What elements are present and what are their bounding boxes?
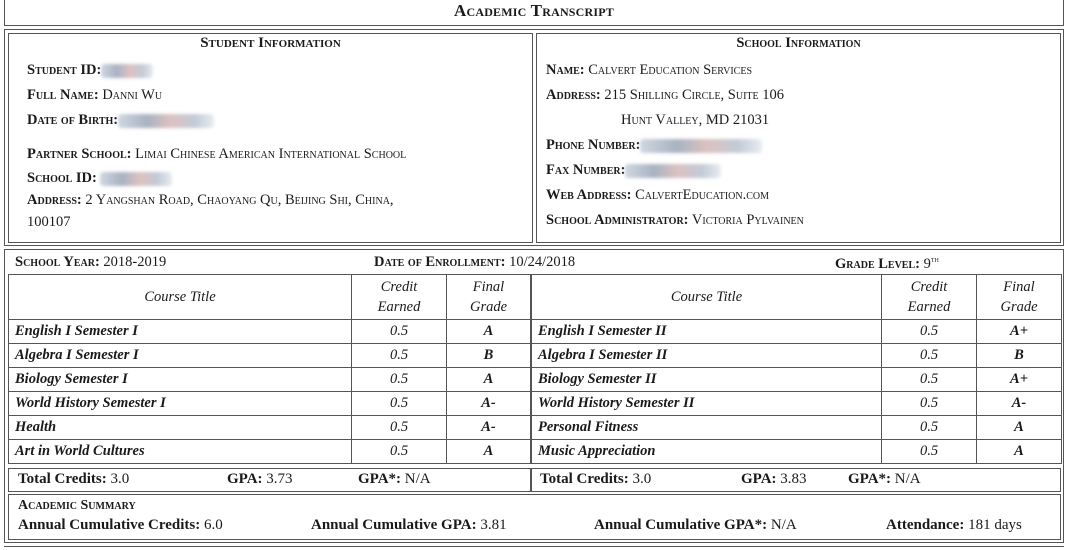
credit-header-line2: Earned (377, 299, 421, 315)
credit-earned: 0.5 (352, 320, 447, 344)
grade-header-line1: Final (472, 279, 505, 295)
redacted-phone (640, 139, 762, 153)
web-value: CalvertEducation.com (635, 187, 770, 203)
credit-header-line1: Credit (910, 279, 948, 295)
credit-earned: 0.5 (882, 320, 977, 344)
final-grade: B (447, 344, 531, 368)
grade-level-label: Grade Level: (835, 255, 920, 272)
school-name-value: Calvert Education Services (588, 62, 753, 78)
redacted-school-id (100, 172, 172, 186)
redacted-student-id (101, 64, 153, 78)
school-year-row (15, 254, 166, 271)
cumulative-gpa-star-value: N/A (770, 517, 797, 533)
course-title: Algebra I Semester I (9, 344, 352, 368)
table-row (9, 392, 531, 416)
final-grade: A (447, 368, 531, 392)
page-title: Academic Transcript (453, 1, 615, 20)
table-row (9, 320, 531, 344)
fax-label: Fax Number: (546, 162, 626, 178)
table-row (532, 320, 1062, 344)
dob-row (27, 112, 214, 129)
grade-header (447, 275, 531, 320)
student-heading: Student Information (200, 35, 341, 51)
course-title: Music Appreciation (532, 440, 882, 464)
final-grade: B (977, 344, 1062, 368)
school-address-row (546, 87, 784, 104)
credit-header (352, 275, 447, 320)
total-credits-label: Total Credits: (540, 471, 629, 487)
school-name-label: Name: (546, 62, 585, 78)
credit-earned: 0.5 (882, 368, 977, 392)
credit-earned: 0.5 (352, 416, 447, 440)
table-row (532, 440, 1062, 464)
final-grade: A+ (977, 320, 1062, 344)
attendance-value: 181 days (968, 517, 1022, 533)
course-title: Algebra I Semester II (532, 344, 882, 368)
cumulative-gpa-value: 3.81 (480, 517, 507, 533)
table-row (532, 416, 1062, 440)
school-year-label: School Year: (15, 254, 100, 270)
semester-1-table (8, 274, 531, 464)
credit-earned: 0.5 (882, 392, 977, 416)
enrollment-label: Date of Enrollment: (374, 254, 506, 270)
cumulative-credits-label: Annual Cumulative Credits: (18, 517, 201, 533)
school-heading: School Information (736, 35, 861, 51)
school-name-row (546, 62, 752, 79)
final-grade: A- (447, 392, 531, 416)
partner-row (27, 146, 406, 163)
course-title: English I Semester I (9, 320, 352, 344)
final-grade: A- (977, 392, 1062, 416)
phone-label: Phone Number: (546, 137, 641, 153)
web-row (546, 187, 769, 204)
student-address-line1: 2 Yangshan Road, Chaoyang Qu, Beijing Shi, China, (85, 192, 394, 208)
phone-row (546, 137, 762, 154)
grade-header-line2: Grade (1000, 299, 1038, 315)
semester-2-total-credits (540, 471, 651, 488)
table-row (532, 392, 1062, 416)
cumulative-gpa-label: Annual Cumulative GPA: (311, 517, 477, 533)
semester-1-header (9, 275, 531, 320)
cumulative-credits-value: 6.0 (204, 517, 223, 533)
admin-value: Victoria Pylvainen (691, 212, 804, 228)
gpa-value: 3.83 (780, 471, 807, 487)
total-credits-value: 3.0 (632, 471, 652, 487)
full-name-label: Full Name: (27, 87, 99, 103)
course-title-header: Course Title (532, 275, 882, 320)
admin-label: School Administrator: (546, 212, 689, 228)
grade-header (977, 275, 1062, 320)
grade-level-suffix: th (930, 254, 939, 264)
full-name-value: Danni Wu (102, 87, 163, 103)
semester-1-total-credits (18, 471, 129, 488)
credit-earned: 0.5 (352, 440, 447, 464)
credit-earned: 0.5 (882, 344, 977, 368)
enrollment-row (374, 254, 575, 271)
partner-label: Partner School: (27, 146, 132, 162)
school-address-label: Address: (546, 87, 601, 103)
semester-1-gpa-star (358, 471, 431, 488)
school-year-value: 2018-2019 (103, 254, 167, 270)
total-credits-value: 3.0 (110, 471, 130, 487)
credit-header (882, 275, 977, 320)
course-title: Biology Semester I (9, 368, 352, 392)
semester-2-header (532, 275, 1062, 320)
credit-earned: 0.5 (352, 368, 447, 392)
course-title: Personal Fitness (532, 416, 882, 440)
admin-row (546, 212, 804, 229)
grade-header-line1: Final (1003, 279, 1035, 295)
full-name-row (27, 87, 162, 104)
bottom-rule (4, 546, 1064, 547)
total-credits-label: Total Credits: (18, 471, 107, 487)
grade-level-value: 9 (923, 255, 931, 272)
course-title: Biology Semester II (532, 368, 882, 392)
grade-level-row (835, 254, 939, 273)
course-title: Health (9, 416, 352, 440)
enrollment-value: 10/24/2018 (509, 254, 576, 270)
gpa-star-value: N/A (894, 471, 921, 487)
student-address-row (27, 192, 394, 209)
student-address-line2: 100107 (27, 214, 71, 230)
gpa-star-label: GPA*: (358, 471, 402, 487)
school-id-row (27, 170, 172, 187)
redacted-fax (625, 164, 721, 178)
student-address-label: Address: (27, 192, 82, 208)
credit-earned: 0.5 (352, 344, 447, 368)
course-title: World History Semester I (9, 392, 352, 416)
credit-header-line1: Credit (380, 279, 418, 295)
credit-earned: 0.5 (882, 440, 977, 464)
attendance-label: Attendance: (886, 517, 965, 533)
final-grade: A- (447, 416, 531, 440)
semester-2-table (531, 274, 1062, 464)
cumulative-credits (18, 517, 223, 534)
gpa-value: 3.73 (266, 471, 293, 487)
table-row (9, 368, 531, 392)
semester-2-gpa (741, 471, 807, 488)
semester-1-gpa (227, 471, 293, 488)
cumulative-gpa-star-label: Annual Cumulative GPA*: (594, 517, 768, 533)
course-title: Art in World Cultures (9, 440, 352, 464)
cumulative-gpa-star (594, 517, 797, 534)
final-grade: A+ (977, 368, 1062, 392)
school-address-line1: 215 Shilling Circle, Suite 106 (604, 87, 785, 103)
dob-label: Date of Birth: (27, 112, 119, 128)
school-id-label: School ID: (27, 170, 97, 186)
table-row (532, 368, 1062, 392)
gpa-star-label: GPA*: (848, 471, 892, 487)
grade-header-line2: Grade (469, 299, 508, 315)
credit-earned: 0.5 (352, 392, 447, 416)
course-title: World History Semester II (532, 392, 882, 416)
gpa-label: GPA: (227, 471, 263, 487)
credit-header-line2: Earned (907, 299, 951, 315)
credit-earned: 0.5 (882, 416, 977, 440)
table-row (532, 344, 1062, 368)
redacted-dob (118, 114, 214, 128)
final-grade: A (447, 440, 531, 464)
student-id-label: Student ID: (27, 62, 102, 78)
fax-row (546, 162, 721, 179)
course-title-header: Course Title (9, 275, 352, 320)
gpa-star-value: N/A (404, 471, 431, 487)
final-grade: A (977, 416, 1062, 440)
semester-2-gpa-star (848, 471, 921, 488)
cumulative-gpa (311, 517, 507, 534)
student-id-row (27, 62, 153, 79)
attendance (886, 517, 1022, 534)
web-label: Web Address: (546, 187, 632, 203)
final-grade: A (977, 440, 1062, 464)
final-grade: A (447, 320, 531, 344)
table-row (9, 344, 531, 368)
partner-value: Limai Chinese American International School (135, 146, 407, 162)
academic-summary-heading: Academic Summary (18, 498, 136, 513)
table-row (9, 416, 531, 440)
course-title: English I Semester II (532, 320, 882, 344)
school-address-line2: Hunt Valley, MD 21031 (621, 112, 770, 128)
table-row (9, 440, 531, 464)
gpa-label: GPA: (741, 471, 777, 487)
